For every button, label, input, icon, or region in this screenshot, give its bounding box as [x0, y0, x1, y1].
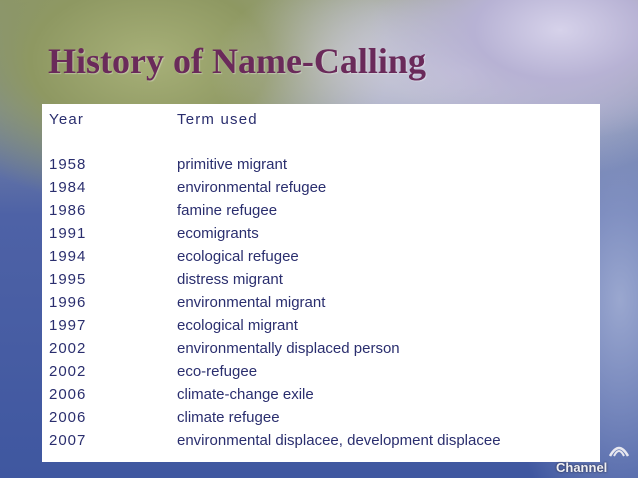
year-cell: 1994 [49, 248, 87, 265]
slide-title: History of Name-Calling [48, 41, 426, 81]
year-cell: 1995 [49, 271, 87, 288]
column-header-term: Term used [177, 111, 258, 128]
table-panel [42, 104, 600, 462]
year-cell: 1984 [49, 179, 87, 196]
year-cell: 2002 [49, 340, 87, 357]
term-cell: environmental refugee [177, 179, 327, 196]
term-cell: environmentally displaced person [177, 340, 400, 357]
term-cell: distress migrant [177, 271, 283, 288]
column-header-year: Year [49, 111, 85, 128]
year-cell: 2006 [49, 409, 87, 426]
term-cell: famine refugee [177, 202, 278, 219]
term-cell: primitive migrant [177, 156, 288, 173]
term-cell: ecomigrants [177, 225, 259, 242]
year-cell: 2006 [49, 386, 87, 403]
year-cell: 2002 [49, 363, 87, 380]
year-cell: 1991 [49, 225, 87, 242]
term-cell: eco-refugee [177, 363, 258, 380]
term-cell: environmental migrant [177, 294, 326, 311]
year-cell: 1997 [49, 317, 87, 334]
year-cell: 2007 [49, 432, 87, 449]
term-cell: climate refugee [177, 409, 280, 426]
year-cell: 1986 [49, 202, 87, 219]
year-cell: 1958 [49, 156, 87, 173]
term-cell: ecological migrant [177, 317, 298, 334]
year-cell: 1996 [49, 294, 87, 311]
channel-logo-icon [608, 440, 630, 458]
term-cell: environmental displacee, development displacee [177, 432, 501, 449]
channel-watermark: Channel [556, 460, 608, 475]
term-cell: climate-change exile [177, 386, 314, 403]
term-cell: ecological refugee [177, 248, 299, 265]
